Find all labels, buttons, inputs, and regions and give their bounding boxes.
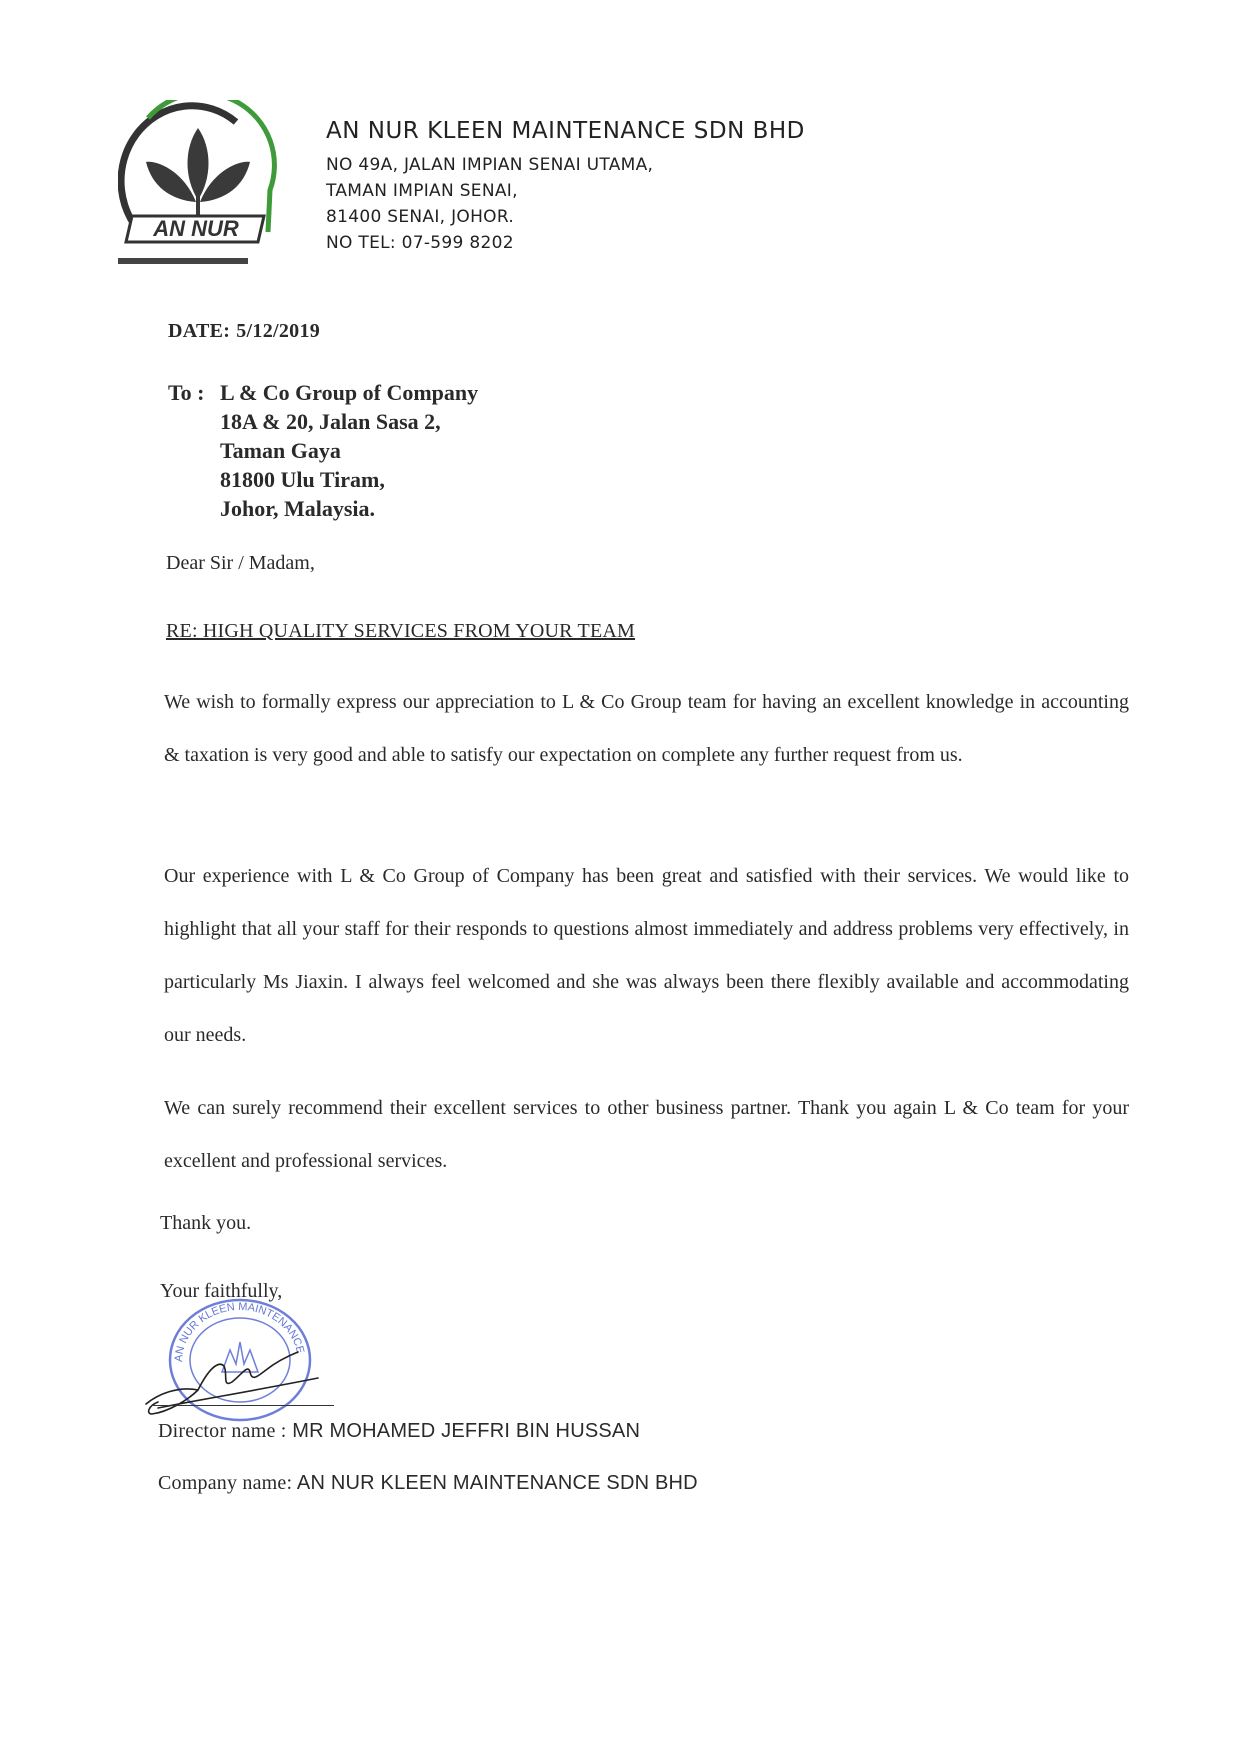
- to-prefix: To :: [168, 380, 205, 405]
- director-name: [158, 1420, 640, 1443]
- letterhead-block: [326, 118, 805, 256]
- letter-date: [168, 320, 320, 343]
- company-logo: [118, 100, 278, 268]
- salutation: Dear Sir / Madam,: [166, 552, 315, 574]
- address-line: 81400 SENAI, JOHOR.: [326, 207, 515, 227]
- recipient-line: L & Co Group of Company: [220, 380, 479, 405]
- recipient-line: 81800 Ulu Tiram,: [220, 467, 385, 492]
- stamp-text: AN NUR KLEEN MAINTENANCE: [172, 1300, 307, 1363]
- recipient-line: Taman Gaya: [220, 438, 341, 463]
- handwritten-signature: [138, 1330, 338, 1420]
- body-paragraph: We can surely recommend their excellent services to other business partner. Thank you again L & Co team for your excellent and professional services.: [164, 1097, 1129, 1172]
- director-label: Director name :: [158, 1420, 287, 1442]
- subject-line: RE: HIGH QUALITY SERVICES FROM YOUR TEAM: [166, 620, 636, 642]
- phone-line: NO TEL: 07-599 8202: [326, 233, 514, 253]
- address-line: NO 49A, JALAN IMPIAN SENAI UTAMA,: [326, 155, 654, 175]
- signature-line: [152, 1405, 334, 1406]
- director-value: MR MOHAMED JEFFRI BIN HUSSAN: [292, 1420, 641, 1442]
- thank-you: Thank you.: [160, 1212, 252, 1234]
- address-line: TAMAN IMPIAN SENAI,: [326, 181, 518, 201]
- recipient-address: [168, 378, 478, 523]
- date-value: 5/12/2019: [236, 320, 321, 342]
- recipient-line: 18A & 20, Jalan Sasa 2,: [220, 409, 441, 434]
- signing-company: [158, 1472, 698, 1495]
- company-label: Company name:: [158, 1472, 293, 1494]
- body-paragraph: Our experience with L & Co Group of Company has been great and satisfied with their services. We would like to highlight that all your staff for their responds to questions almost immediately and address problems very effectively, in particularly Ms Jiaxin. I always feel welcomed and she was always been there flexibly available and accommodating our needs.: [164, 865, 1129, 1046]
- date-label: DATE:: [168, 320, 231, 342]
- closing: Your faithfully,: [160, 1280, 283, 1302]
- company-value: AN NUR KLEEN MAINTENANCE SDN BHD: [296, 1472, 698, 1494]
- logo-text: AN NUR: [153, 216, 239, 241]
- recipient-line: Johor, Malaysia.: [220, 496, 376, 521]
- company-name: AN NUR KLEEN MAINTENANCE SDN BHD: [326, 118, 805, 144]
- body-paragraph: We wish to formally express our appreciation to L & Co Group team for having an excellent knowledge in accounting & taxation is very good and able to satisfy our expectation on complete any further request from us.: [164, 691, 1129, 766]
